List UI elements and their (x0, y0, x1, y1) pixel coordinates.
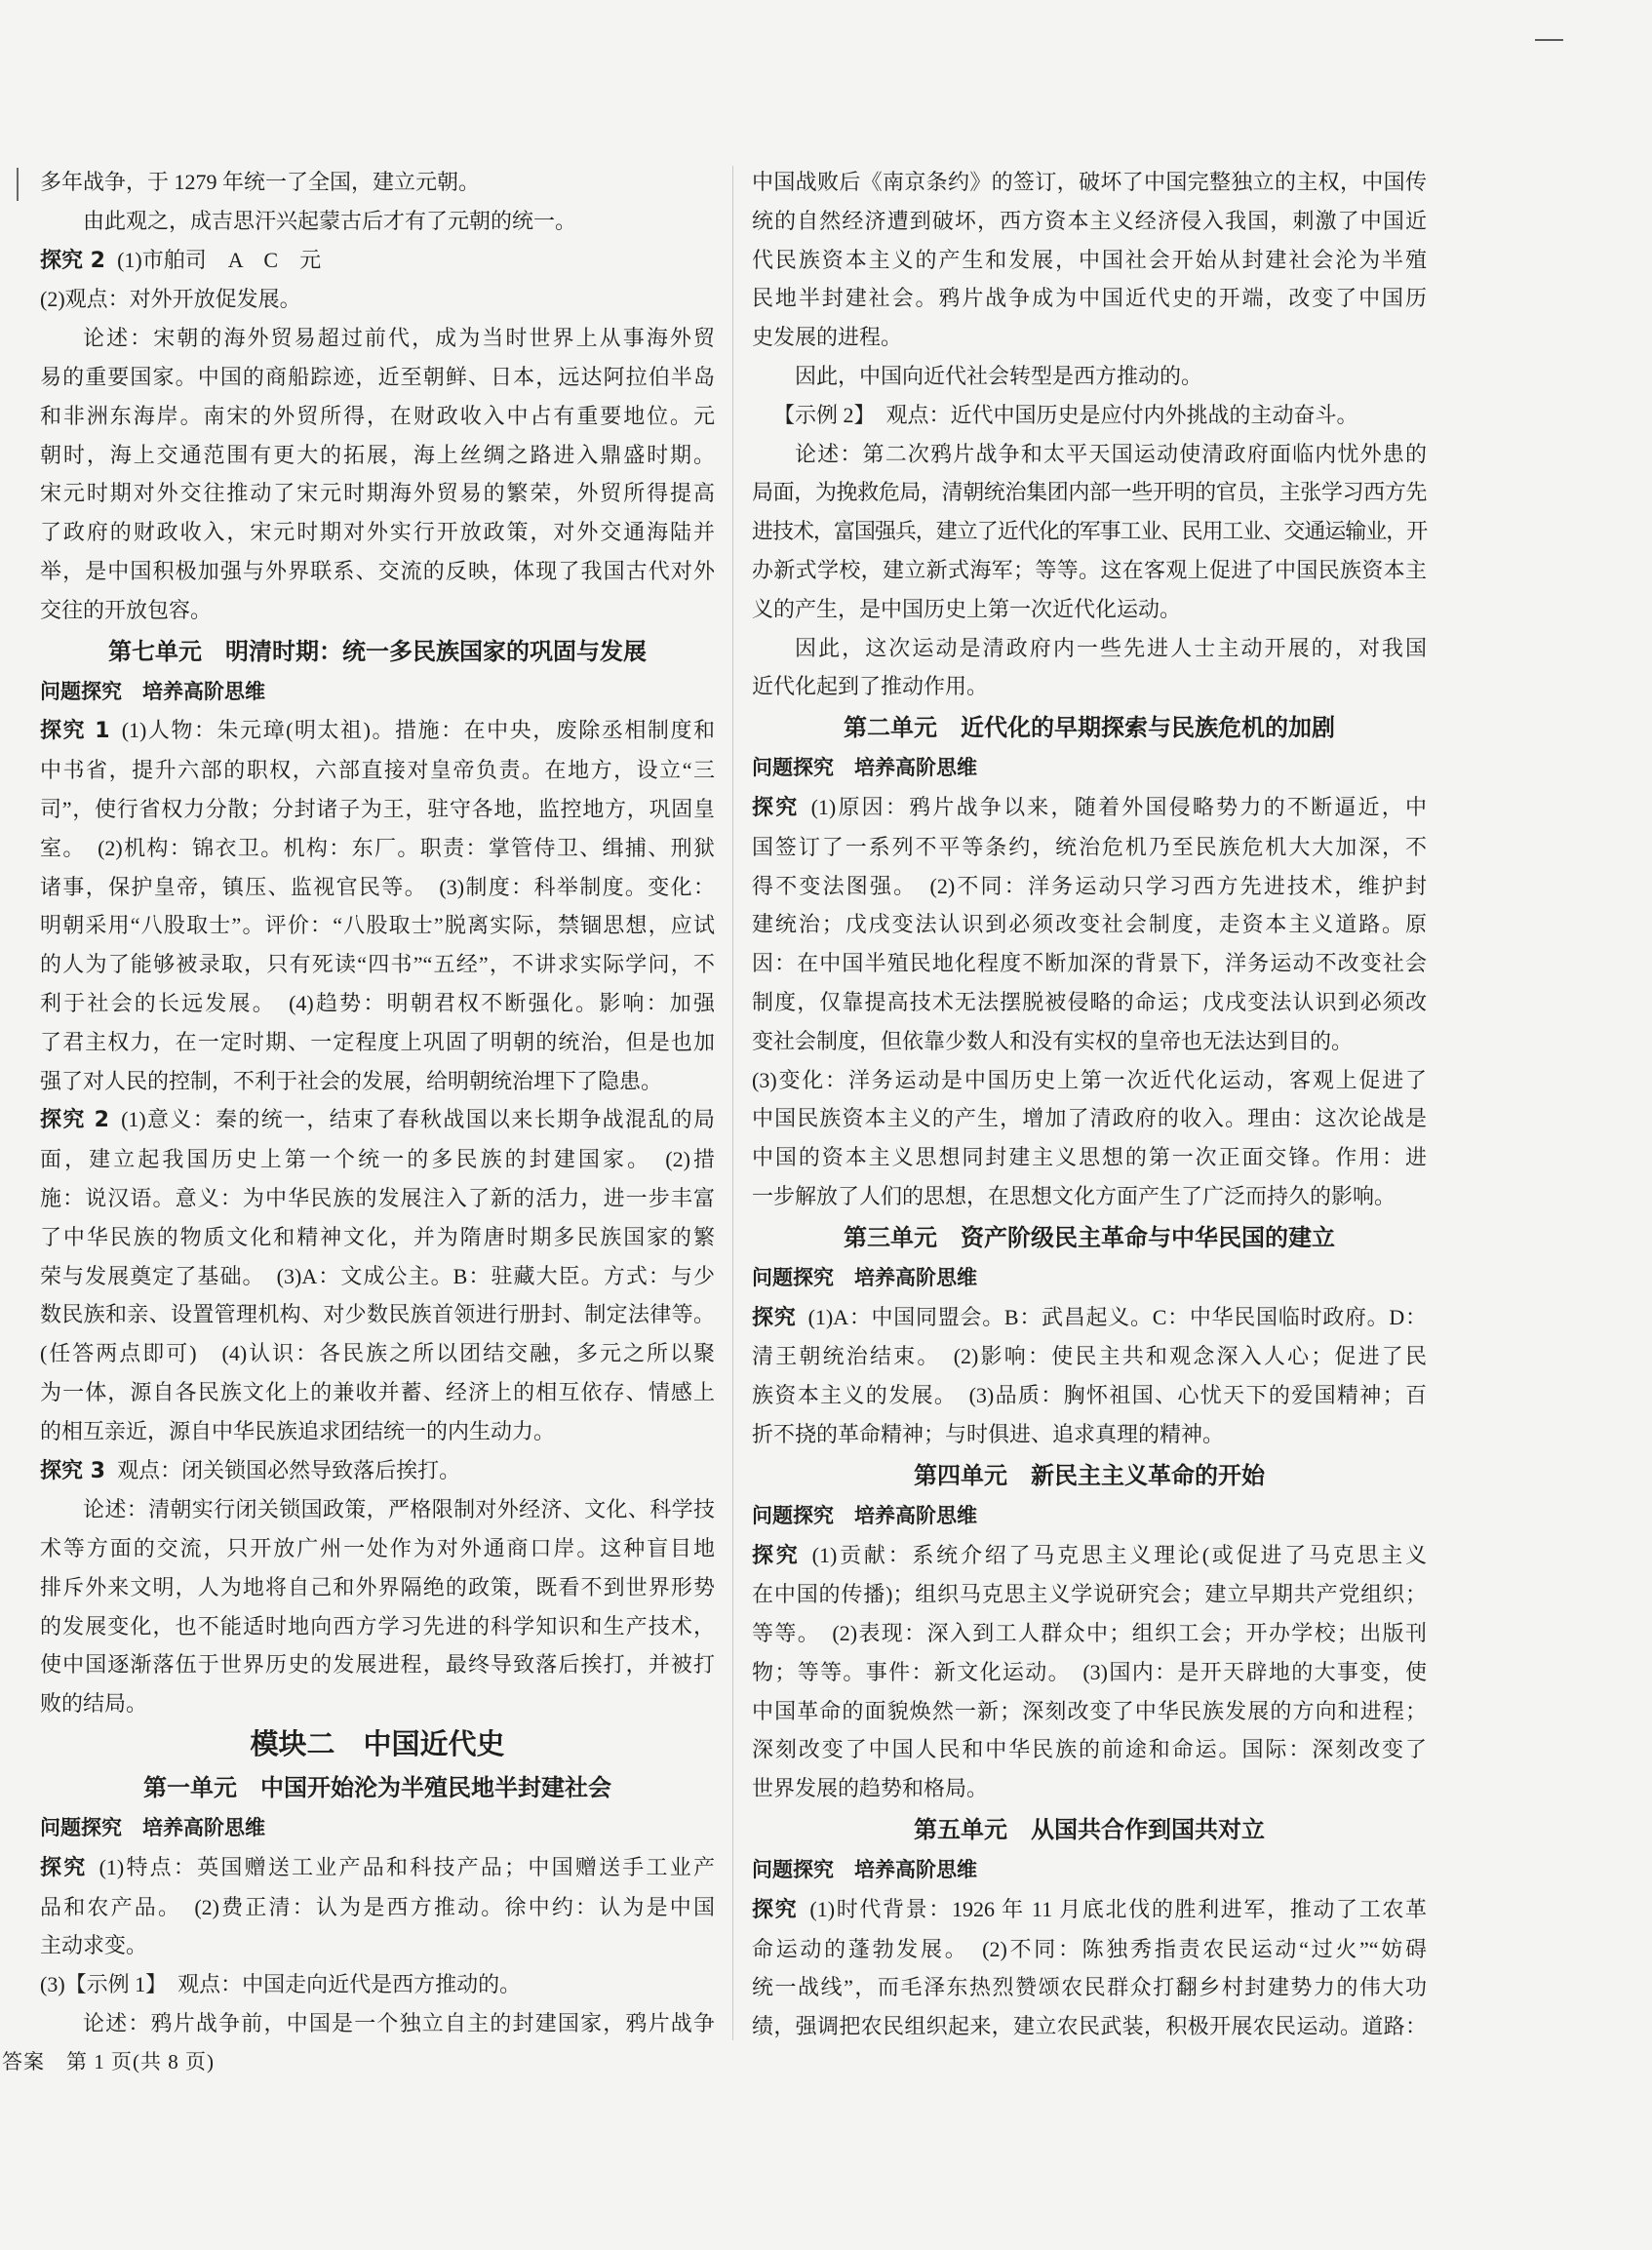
line-text: (1)人物：朱元璋(明太祖)。措施：在中央，废除丞相制度和 (121, 718, 716, 743)
line-text: 因：在中国半殖民地化程度不断加深的背景下，洋务运动不改变社会 (752, 951, 1427, 976)
text-line (40, 397, 715, 436)
line-text: 深刻改变了中国人民和中华民族的前途和命运。国际：深刻改变了 (752, 1737, 1427, 1762)
line-text: 的相互亲近，源自中华民族追求团结统一的内生动力。 (40, 1418, 556, 1443)
line-text: 建统治；戊戌变法认识到必须改变社会制度，走资本主义道路。原 (752, 912, 1427, 937)
unit-1-argument (40, 2004, 715, 2043)
text-line (40, 552, 715, 591)
module-2-heading: 模块二 中国近代史 (250, 1729, 505, 1761)
text-line (40, 1684, 715, 1723)
line-text: 使中国逐渐落伍于世界历史的发展进程，最终导致落后挨打，并被打 (40, 1652, 715, 1678)
line-text: 强了对人民的控制，不利于社会的发展，给明朝统治埋下了隐患。 (40, 1068, 663, 1093)
explore-label: 探究 2 (40, 248, 105, 273)
text-line (40, 1568, 715, 1607)
text-line (40, 1607, 715, 1646)
line-text: 折不挠的革命精神；与时俱进、追求真理的精神。 (752, 1421, 1225, 1446)
text-line (40, 1888, 715, 1927)
unit-1-argument-continued (752, 163, 1427, 357)
unit-4-subheading: 问题探究 培养高阶思维 (752, 1503, 977, 1527)
intro-viewpoint (40, 280, 715, 319)
line-text: 清王朝统治结束。 (2)影响：使民主共和观念深入人心；促进了民 (752, 1344, 1427, 1369)
line-text: 司”，使行省权力分散；分封诸子为王，驻守各地，监控地方，巩固皇 (40, 796, 715, 821)
line-text: 变社会制度，但依靠少数人和没有实权的皇帝也无法达到目的。 (752, 1028, 1354, 1053)
text-line (752, 867, 1427, 906)
text-line (40, 1295, 715, 1334)
line-text: 术等方面的交流，只开放广州一处作为对外通商口岸。这种盲目地 (40, 1536, 715, 1561)
line-text: (3)变化：洋务运动是中国历史上第一次近代化运动，客观上促进了 (752, 1067, 1427, 1092)
intro-continuation (40, 163, 715, 202)
corner-crop-mark (1535, 39, 1563, 41)
line-text: 施：说汉语。意义：为中华民族的发展注入了新的活力，进一步丰富 (40, 1185, 715, 1210)
text-line (40, 1334, 715, 1373)
unit-7-explore-2 (40, 1100, 715, 1450)
line-text: 论述：宋朝的海外贸易超过前代，成为当时世界上从事海外贸 (83, 326, 715, 351)
line-text: (1)A：中国同盟会。B：武昌起义。C：中华民国临时政府。D： (807, 1304, 1427, 1329)
explore-label: 探究 2 (40, 1108, 109, 1133)
text-line (752, 788, 1427, 828)
line-text: 败的结局。 (40, 1691, 148, 1717)
text-line (40, 1451, 715, 1491)
line-text: 多年战争，于 1279 年统一了全国，建立元朝。 (40, 170, 481, 194)
text-line (752, 629, 1427, 668)
line-text: 排斥外来文明，人为地将自己和外界隔绝的政策，既看不到世界形势 (40, 1574, 715, 1599)
line-text: (1)贡献：系统介绍了马克思主义理论(或促进了马克思主义 (811, 1542, 1427, 1567)
line-text: 交往的开放包容。 (40, 597, 213, 622)
line-text: (1)原因：鸦片战争以来，随着外国侵略势力的不断逼近，中 (810, 794, 1427, 819)
unit-1-heading: 第一单元 中国开始沦为半殖民地半封建社会 (143, 1774, 611, 1802)
unit-4-explore (752, 1536, 1427, 1809)
unit-2-part-3 (752, 1061, 1427, 1216)
text-line (40, 591, 715, 630)
text-line (40, 1179, 715, 1218)
line-text: 办新式学校，建立新式海军；等等。这在客观上促进了中国民族资本主 (752, 557, 1427, 582)
text-line (40, 829, 715, 868)
text-line (40, 1490, 715, 1529)
line-text: 主动求变。 (40, 1933, 148, 1958)
line-text: 得不变法图强。 (2)不同：洋务运动只学习西方先进技术，维护封 (752, 873, 1427, 898)
line-text: 论述：第二次鸦片战争和太平天国运动使清政府面临内忧外患的 (795, 441, 1427, 466)
explore-label: 探究 3 (40, 1458, 105, 1483)
text-line (752, 1298, 1427, 1338)
text-line (40, 945, 715, 984)
line-text: 中国的资本主义思想同封建主义思想的第一次正面交锋。作用：进 (752, 1145, 1427, 1170)
text-line (752, 202, 1427, 241)
text-line (752, 1022, 1427, 1061)
line-text: 近代化起到了推动作用。 (752, 674, 989, 699)
line-text: 绩，强调把农民组织起来，建立农民武装，积极开展农民运动。道路： (752, 2014, 1427, 2039)
text-line (752, 1890, 1427, 1930)
text-line (752, 512, 1427, 551)
explore-label: 探究 (752, 1543, 801, 1568)
text-line (40, 436, 715, 475)
left-column (40, 163, 715, 2043)
line-text: 【示例 2】 观点：近代中国历史是应付内外挑战的主动奋斗。 (773, 402, 1358, 427)
line-text: 荣与发展奠定了基础。 (3)A：文成公主。B：驻藏大臣。方式：与少 (40, 1263, 715, 1288)
text-line (752, 667, 1427, 706)
line-text: 代民族资本主义的产生和发展，中国社会开始从封建社会沦为半殖 (752, 247, 1427, 272)
text-line (40, 1062, 715, 1101)
unit-7-explore-3 (40, 1451, 715, 1491)
line-text: 了政府的财政收入，宋元时期对外实行开放政策，对外交通海陆并 (40, 520, 715, 545)
text-line (752, 551, 1427, 590)
text-line (752, 828, 1427, 867)
text-line (752, 163, 1427, 202)
intro-argument (40, 319, 715, 629)
line-text: 族资本主义的发展。 (3)品质：胸怀祖国、心忧天下的爱国精神；百 (752, 1383, 1427, 1408)
line-text: 物；等等。事件：新文化运动。 (3)国内：是开天辟地的大事变，使 (752, 1659, 1427, 1684)
unit-2-subheading: 问题探究 培养高阶思维 (752, 756, 977, 780)
text-line (752, 944, 1427, 983)
line-text: 论述：清朝实行闭关锁国政策，严格限制对外经济、文化、科学技 (83, 1497, 715, 1522)
text-line (752, 905, 1427, 944)
text-line (752, 1968, 1427, 2007)
text-line (752, 241, 1427, 280)
text-line (752, 318, 1427, 357)
unit-3-subheading: 问题探究 培养高阶思维 (752, 1265, 977, 1289)
text-line (40, 1926, 715, 1965)
right-column (752, 163, 1427, 2046)
explore-label: 探究 (752, 1897, 799, 1922)
line-text: 因此，中国向近代社会转型是西方推动的。 (795, 363, 1203, 388)
line-text: 利于社会的长远发展。 (4)趋势：明朝君权不断强化。影响：加强 (40, 990, 715, 1015)
text-line (752, 1730, 1427, 1769)
text-line (40, 280, 715, 319)
line-text: 数民族和亲、设置管理机构、对少数民族首领进行册封、制定法律等。 (40, 1302, 715, 1327)
text-line (752, 279, 1427, 318)
unit-3-heading: 第三单元 资产阶级民主革命与中华民国的建立 (844, 1223, 1335, 1251)
line-text: 统的自然经济遭到破坏，西方资本主义经济侵入我国，刺激了中国近 (752, 208, 1427, 233)
unit-1-subheading: 问题探究 培养高阶思维 (40, 1816, 265, 1840)
text-line (40, 1412, 715, 1451)
text-line (752, 1614, 1427, 1653)
text-line (752, 1930, 1427, 1969)
page-footer: 答案 第 1 页(共 8 页) (2, 2050, 215, 2073)
line-text: 朝时，海上交通范围有更大的拓展，海上丝绸之路进入鼎盛时期。 (40, 442, 715, 467)
explore-label: 探究 (40, 1855, 88, 1880)
line-text: 因此，这次运动是清政府内一些先进人士主动开展的，对我国 (795, 635, 1427, 660)
line-text: 中书省，提升六部的职权，六部直接对皇帝负责。在地方，设立“三 (40, 758, 715, 783)
text-line (752, 357, 1427, 396)
column-divider (732, 166, 733, 2040)
text-line (40, 358, 715, 397)
line-text: 史发展的进程。 (752, 325, 903, 350)
line-text: 中国战败后《南京条约》的签订，破坏了中国完整独立的主权，中国传 (752, 170, 1427, 194)
text-line (40, 751, 715, 790)
text-line (40, 1965, 715, 2004)
text-line (40, 984, 715, 1023)
line-text: 举，是中国积极加强与外界联系、交流的反映，体现了我国古代对外 (40, 558, 715, 583)
line-text: 民地半封建社会。鸦片战争成为中国近代史的开端，改变了中国历 (752, 286, 1427, 311)
line-text: 中国革命的面貌焕然一新；深刻改变了中华民族发展的方向和进程； (752, 1698, 1427, 1723)
line-text: 易的重要国家。中国的商船踪迹，近至朝鲜、日本，远达阿拉伯半岛 (40, 364, 715, 389)
text-line (752, 435, 1427, 474)
unit-2-heading: 第二单元 近代化的早期探索与民族危机的加剧 (844, 714, 1335, 742)
text-line (40, 1257, 715, 1296)
line-text: 命运动的蓬勃发展。 (2)不同：陈独秀指责农民运动“过火”“妨碍 (752, 1936, 1427, 1961)
line-text: 论述：鸦片战争前，中国是一个独立自主的封建国家，鸦片战争 (83, 2011, 715, 2036)
line-text: 进技术，富国强兵，建立了近代化的军事工业、民用工业、交通运输业，开 (752, 519, 1427, 544)
text-line (40, 1848, 715, 1888)
unit-1-explore (40, 1848, 715, 1965)
line-text: (1)市舶司 A C 元 (117, 247, 322, 272)
line-text: 宋元时期对外交往推动了宋元时期海外贸易的繁荣，外贸所得提高 (40, 481, 715, 506)
line-text: (2)观点：对外开放促发展。 (40, 287, 301, 312)
line-text: 和非洲东海岸。南宋的外贸所得，在财政收入中占有重要地位。元 (40, 403, 715, 428)
text-line (40, 202, 715, 241)
line-text: 局面，为挽救危局，清朝统治集团内部一些开明的官员，主张学习西方先 (752, 480, 1427, 505)
text-line (40, 711, 715, 751)
text-line (40, 241, 715, 281)
text-line (752, 1337, 1427, 1376)
line-text: 明朝采用“八股取士”。评价：“八股取士”脱离实际，禁锢思想，应试 (40, 913, 715, 938)
text-line (752, 1653, 1427, 1692)
unit-7-heading: 第七单元 明清时期：统一多民族国家的巩固与发展 (108, 637, 647, 665)
line-text: 为一体，源自各民族文化上的兼收并蓄、经济上的相互依存、情感上 (40, 1379, 715, 1404)
unit-5-subheading: 问题探究 培养高阶思维 (752, 1858, 977, 1882)
text-line (752, 1415, 1427, 1454)
text-line (40, 790, 715, 829)
line-text: 了中华民族的物质文化和精神文化，并为隋唐时期多民族国家的繁 (40, 1224, 715, 1249)
line-text: (任答两点即可) (4)认识：各民族之所以团结交融，多元之所以聚 (40, 1341, 715, 1366)
line-text: (3)【示例 1】 观点：中国走向近代是西方推动的。 (40, 1972, 522, 1997)
binding-edge-mark (17, 168, 19, 201)
line-text: 等等。 (2)表现：深入到工人群众中；组织工会；开办学校；出版刊 (752, 1621, 1427, 1646)
line-text: 室。 (2)机构：锦衣卫。机构：东厂。职责：掌管侍卫、缉捕、刑狱 (40, 835, 715, 860)
text-line (752, 1769, 1427, 1808)
text-line (752, 590, 1427, 629)
text-line (40, 513, 715, 552)
text-line (752, 1138, 1427, 1177)
line-text: 观点：闭关锁国必然导致落后挨打。 (117, 1457, 461, 1482)
unit-1-example-1 (40, 1965, 715, 2004)
line-text: (1)意义：秦的统一，结束了春秋战国以来长期争战混乱的局 (121, 1107, 716, 1132)
line-text: 的发展变化，也不能适时地向西方学习先进的科学知识和生产技术， (40, 1613, 715, 1638)
text-line (40, 1100, 715, 1140)
text-line (752, 2007, 1427, 2046)
text-line (752, 1099, 1427, 1138)
line-text: 由此观之，成吉思汗兴起蒙古后才有了元朝的统一。 (83, 208, 577, 233)
line-text: 世界发展的趋势和格局。 (752, 1776, 989, 1801)
unit-7-argument (40, 1490, 715, 1723)
text-line (752, 473, 1427, 512)
text-line (752, 1061, 1427, 1100)
text-line (40, 1645, 715, 1684)
line-text: 了君主权力，在一定时期、一定程度上巩固了明朝的统治，但是也加 (40, 1029, 715, 1054)
unit-4-heading: 第四单元 新民主主义革命的开始 (914, 1461, 1265, 1489)
unit-7-subheading: 问题探究 培养高阶思维 (40, 679, 265, 703)
text-line (752, 1536, 1427, 1576)
intro-conclusion (40, 202, 715, 241)
text-line (40, 1218, 715, 1257)
text-line (40, 1023, 715, 1062)
line-text: 义的产生，是中国历史上第一次近代化运动。 (752, 596, 1182, 621)
line-text: 品和农产品。 (2)费正清：认为是西方推动。徐中约：认为是中国 (40, 1894, 715, 1919)
line-text: 国签订了一系列不平等条约，统治危机乃至民族危机大大加深，不 (752, 834, 1427, 859)
line-text: 一步解放了人们的思想，在思想文化方面产生了广泛而持久的影响。 (752, 1183, 1396, 1208)
text-line (752, 396, 1427, 435)
line-text: 在中国的传播)；组织马克思主义学说研究会；建立早期共产党组织； (752, 1582, 1427, 1607)
text-line (40, 2004, 715, 2043)
unit-5-heading: 第五单元 从国共合作到国共对立 (914, 1816, 1265, 1844)
text-line (40, 868, 715, 907)
line-text: 的人为了能够被录取，只有死读“四书”“五经”，不讲求实际学问，不 (40, 952, 715, 977)
text-line (752, 1692, 1427, 1731)
unit-5-explore (752, 1890, 1427, 2046)
text-line (752, 1177, 1427, 1216)
line-text: (1)特点：英国赠送工业产品和科技产品；中国赠送手工业产 (98, 1854, 715, 1879)
line-text: 制度，仅靠提高技术无法摆脱被侵略的命运；戊戌变法认识到必须改 (752, 989, 1427, 1014)
unit-1-example-2 (752, 396, 1427, 435)
text-line (40, 906, 715, 945)
line-text: (1)时代背景：1926 年 11 月底北伐的胜利进军，推动了工农革 (809, 1896, 1427, 1921)
unit-2-explore (752, 788, 1427, 1061)
text-line (40, 163, 715, 202)
line-text: 诸事，保护皇帝，镇压、监视官民等。 (3)制度：科举制度。变化： (40, 874, 715, 899)
text-line (40, 319, 715, 358)
unit-1-conclusion (752, 357, 1427, 396)
line-text: 中国民族资本主义的产生，增加了清政府的收入。理由：这次论战是 (752, 1106, 1427, 1131)
text-line (40, 1529, 715, 1568)
text-line (752, 1575, 1427, 1614)
text-line (752, 1376, 1427, 1415)
line-text: 统一战线”，而毛泽东热烈赞颂农民群众打翻乡村封建势力的伟大功 (752, 1975, 1427, 2000)
text-line (40, 474, 715, 513)
unit-7-explore-1 (40, 711, 715, 1100)
explore-label: 探究 1 (40, 719, 110, 744)
explore-label: 探究 (752, 795, 800, 820)
line-text: 面，建立起我国历史上第一个统一的多民族的封建国家。 (2)措 (40, 1147, 715, 1172)
text-line (40, 1140, 715, 1179)
unit-1-argument-2 (752, 435, 1427, 629)
text-line (752, 983, 1427, 1022)
unit-1-conclusion-2 (752, 629, 1427, 707)
intro-explore-2 (40, 241, 715, 281)
unit-3-explore (752, 1298, 1427, 1454)
explore-label: 探究 (752, 1305, 797, 1330)
text-line (40, 1373, 715, 1412)
